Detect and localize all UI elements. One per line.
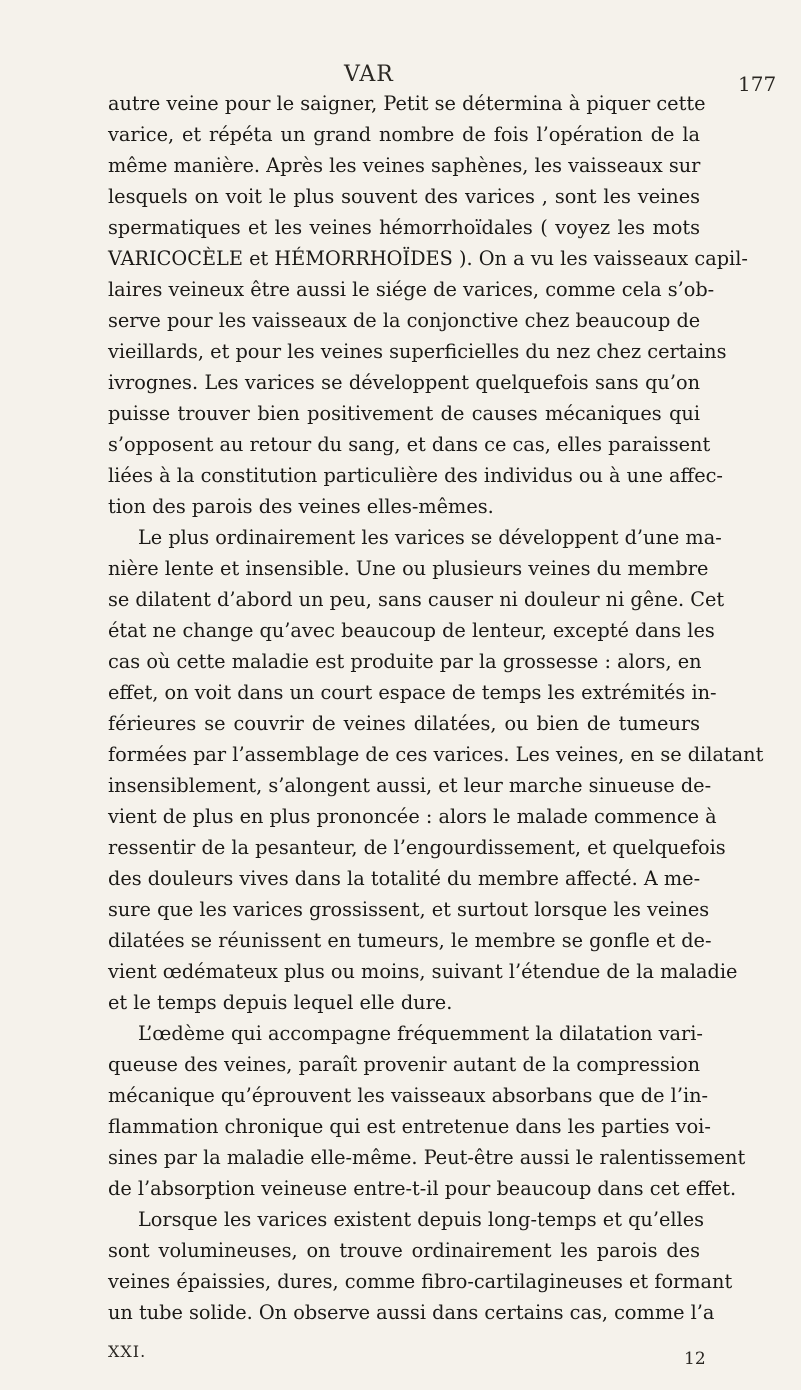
text-line: puisse trouver bien positivement de causes mécaniques qui bbox=[108, 402, 700, 425]
text-line: varice, et répéta un grand nombre de fois l’opération de la bbox=[108, 123, 700, 146]
text-line: mécanique qu’éprouvent les vaisseaux absorbans que de l’in- bbox=[108, 1084, 709, 1107]
text-line: ivrognes. Les varices se développent quelquefois sans qu’on bbox=[108, 371, 700, 394]
text-line: vient de plus en plus prononcée : alors le malade commence à bbox=[108, 805, 717, 828]
text-line: effet, on voit dans un court espace de temps les extrémités in- bbox=[108, 681, 717, 704]
running-head: VAR bbox=[344, 62, 394, 87]
signature-mark: XXI. bbox=[108, 1342, 147, 1361]
text-line: vient œdémateux plus ou moins, suivant l’étendue de la maladie bbox=[108, 960, 738, 983]
text-line: un tube solide. On observe aussi dans certains cas, comme l’a bbox=[108, 1301, 715, 1324]
text-line: s’opposent au retour du sang, et dans ce cas, elles paraissent bbox=[108, 433, 711, 456]
text-line: veines épaissies, dures, comme fibro-cartilagineuses et formant bbox=[108, 1270, 733, 1293]
text-line: spermatiques et les veines hémorrhoïdales ( voyez les mots bbox=[108, 216, 700, 239]
text-line: dilatées se réunissent en tumeurs, le membre se gonfle et de- bbox=[108, 929, 712, 952]
text-line: se dilatent d’abord un peu, sans causer ni douleur ni gêne. Cet bbox=[108, 588, 725, 611]
text-line: des douleurs vives dans la totalité du membre affecté. A me- bbox=[108, 867, 701, 890]
text-line: tion des parois des veines elles-mêmes. bbox=[108, 495, 494, 518]
page-number: 177 bbox=[738, 72, 777, 96]
text-line: L’œdème qui accompagne fréquemment la dilatation vari- bbox=[138, 1022, 703, 1045]
text-line: insensiblement, s’alongent aussi, et leur marche sinueuse de- bbox=[108, 774, 712, 797]
text-line: ressentir de la pesanteur, de l’engourdissement, et quelquefois bbox=[108, 836, 726, 859]
text-line: cas où cette maladie est produite par la grossesse : alors, en bbox=[108, 650, 702, 673]
text-line: sure que les varices grossissent, et surtout lorsque les veines bbox=[108, 898, 710, 921]
text-line: serve pour les vaisseaux de la conjonctive chez beaucoup de bbox=[108, 309, 701, 332]
sheet-number: 12 bbox=[684, 1349, 706, 1369]
text-line: vieillards, et pour les veines superficielles du nez chez certains bbox=[108, 340, 727, 363]
text-line: férieures se couvrir de veines dilatées, ou bien de tumeurs bbox=[108, 712, 700, 735]
text-line: Le plus ordinairement les varices se développent d’une ma- bbox=[138, 526, 722, 549]
text-line: flammation chronique qui est entretenue dans les parties voi- bbox=[108, 1115, 711, 1138]
text-line: et le temps depuis lequel elle dure. bbox=[108, 991, 453, 1014]
text-line: nière lente et insensible. Une ou plusieurs veines du membre bbox=[108, 557, 709, 580]
text-line: même manière. Après les veines saphènes, les vaisseaux sur bbox=[108, 154, 701, 177]
text-line: liées à la constitution particulière des individus ou à une affec- bbox=[108, 464, 723, 487]
text-line: formées par l’assemblage de ces varices. Les veines, en se dilatant bbox=[108, 743, 764, 766]
text-line: laires veineux être aussi le siége de varices, comme cela s’ob- bbox=[108, 278, 715, 301]
text-line: lesquels on voit le plus souvent des varices , sont les veines bbox=[108, 185, 700, 208]
body-text bbox=[108, 88, 764, 1328]
text-line: VARICOCÈLE et HÉMORRHOÏDES ). On a vu les vaisseaux capil- bbox=[108, 247, 748, 270]
text-line: sont volumineuses, on trouve ordinairement les parois des bbox=[108, 1239, 700, 1262]
text-line: sines par la maladie elle-même. Peut-être aussi le ralentissement bbox=[108, 1146, 746, 1169]
text-line: état ne change qu’avec beaucoup de lenteur, excepté dans les bbox=[108, 619, 715, 642]
text-line: queuse des veines, paraît provenir autant de la compression bbox=[108, 1053, 700, 1076]
text-line: Lorsque les varices existent depuis long-temps et qu’elles bbox=[138, 1208, 705, 1231]
text-line: autre veine pour le saigner, Petit se détermina à piquer cette bbox=[108, 92, 706, 115]
text-line: de l’absorption veineuse entre-t-il pour beaucoup dans cet effet. bbox=[108, 1177, 737, 1200]
